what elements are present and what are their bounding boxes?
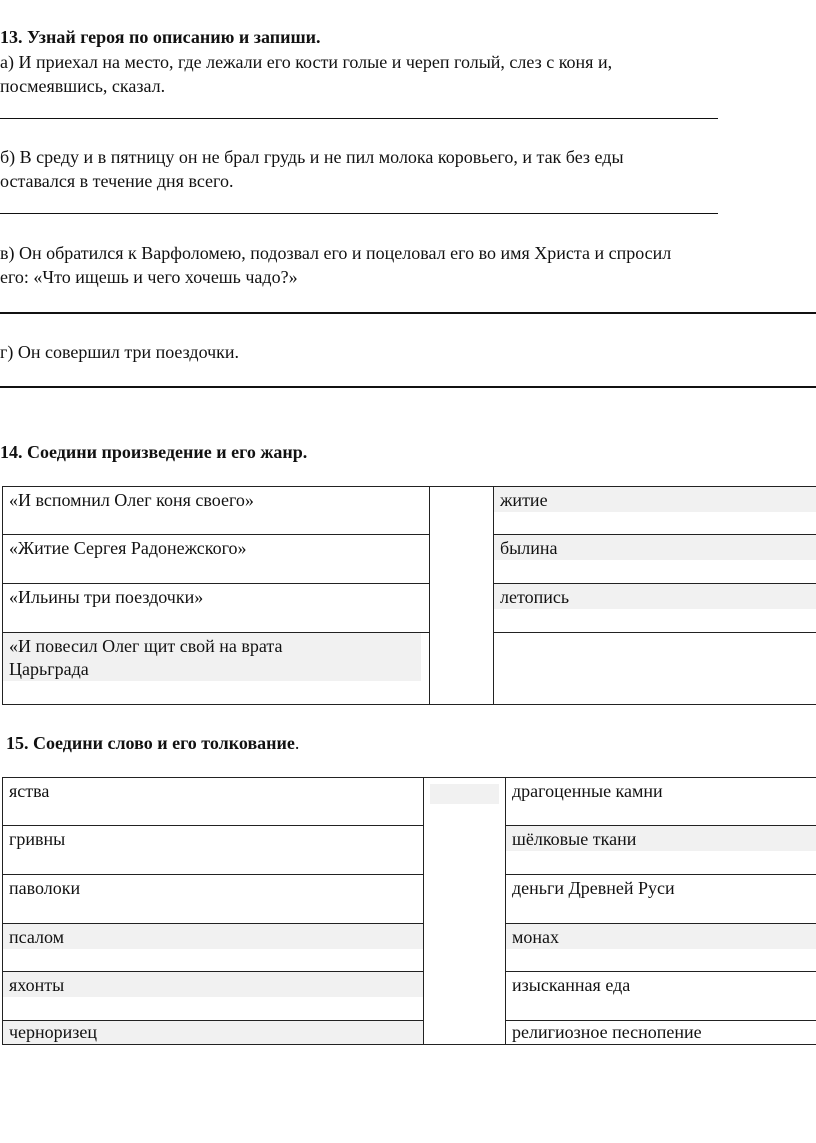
word-cell[interactable] bbox=[3, 1021, 424, 1045]
work-cell[interactable] bbox=[3, 535, 430, 584]
meaning-cell[interactable] bbox=[506, 972, 816, 1021]
meaning-cell[interactable] bbox=[506, 1021, 816, 1045]
word-6: черноризец bbox=[3, 1021, 423, 1044]
match-gap-15 bbox=[424, 778, 506, 1045]
genre-cell[interactable] bbox=[494, 535, 816, 584]
work-cell[interactable] bbox=[3, 584, 430, 633]
meaning-4: монах bbox=[506, 924, 816, 949]
task13-g-line1: г) Он совершил три поездочки. bbox=[0, 342, 240, 362]
task13-b-line1: б) В среду и в пятницу он не брал грудь и не пил молока коровьего, и так без еды bbox=[0, 147, 624, 167]
work-cell[interactable] bbox=[3, 487, 430, 535]
meaning-6: религиозное песнопение bbox=[512, 1022, 702, 1042]
answer-line-v[interactable] bbox=[0, 312, 816, 314]
word-cell[interactable] bbox=[3, 826, 424, 875]
task13-a-line2: посмеявшись, сказал. bbox=[0, 76, 166, 96]
task13-b-line2: оставался в течение дня всего. bbox=[0, 171, 234, 191]
meaning-2: шёлковые ткани bbox=[506, 826, 816, 851]
task13-title: 13. Узнай героя по описанию и запиши. bbox=[0, 27, 321, 47]
answer-line-b[interactable] bbox=[0, 213, 718, 214]
work-1: «И вспомнил Олег коня своего» bbox=[9, 490, 254, 510]
meaning-3: деньги Древней Руси bbox=[512, 878, 675, 898]
task15-table bbox=[2, 777, 816, 1045]
word-cell[interactable] bbox=[3, 875, 424, 924]
task14-title: 14. Соедини произведение и его жанр. bbox=[0, 442, 308, 462]
answer-line-a[interactable] bbox=[0, 118, 718, 119]
genre-2: былина bbox=[494, 535, 816, 560]
genre-1: житие bbox=[494, 487, 816, 512]
task13-v-line2: его: «Что ищешь и чего хочешь чадо?» bbox=[0, 267, 298, 287]
genre-cell[interactable] bbox=[494, 584, 816, 633]
meaning-1: драгоценные камни bbox=[512, 781, 663, 801]
task14-table bbox=[2, 486, 816, 705]
meaning-5: изысканная еда bbox=[512, 975, 631, 995]
word-cell[interactable] bbox=[3, 972, 424, 1021]
word-2: гривны bbox=[9, 829, 66, 849]
meaning-cell[interactable] bbox=[506, 778, 816, 826]
answer-line-g[interactable] bbox=[0, 386, 816, 388]
genre-cell-empty[interactable] bbox=[494, 633, 816, 705]
meaning-cell[interactable] bbox=[506, 875, 816, 924]
word-cell[interactable] bbox=[3, 778, 424, 826]
meaning-cell[interactable] bbox=[506, 924, 816, 972]
work-cell[interactable] bbox=[3, 633, 430, 705]
word-5: яхонты bbox=[3, 972, 423, 997]
work-3: «Ильины три поездочки» bbox=[9, 587, 204, 607]
work-4-line1: «И повесил Олег щит свой на врата bbox=[3, 633, 421, 658]
genre-cell[interactable] bbox=[494, 487, 816, 535]
word-cell[interactable] bbox=[3, 924, 424, 972]
word-4: псалом bbox=[3, 924, 423, 949]
meaning-cell[interactable] bbox=[506, 826, 816, 875]
work-2: «Житие Сергея Радонежского» bbox=[9, 538, 247, 558]
work-4-line2: Царьграда bbox=[3, 658, 421, 681]
word-3: паволоки bbox=[9, 878, 81, 898]
task13-a-line1: а) И приехал на место, где лежали его кости голые и череп голый, слез с коня и, bbox=[0, 52, 613, 72]
task15-title: 15. Соедини слово и его толкование. bbox=[6, 733, 300, 753]
match-gap-14 bbox=[430, 487, 494, 705]
word-1: яства bbox=[9, 781, 50, 801]
task13-v-line1: в) Он обратился к Варфоломею, подозвал его и поцеловал его во имя Христа и спросил bbox=[0, 243, 672, 263]
genre-3: летопись bbox=[494, 584, 816, 609]
